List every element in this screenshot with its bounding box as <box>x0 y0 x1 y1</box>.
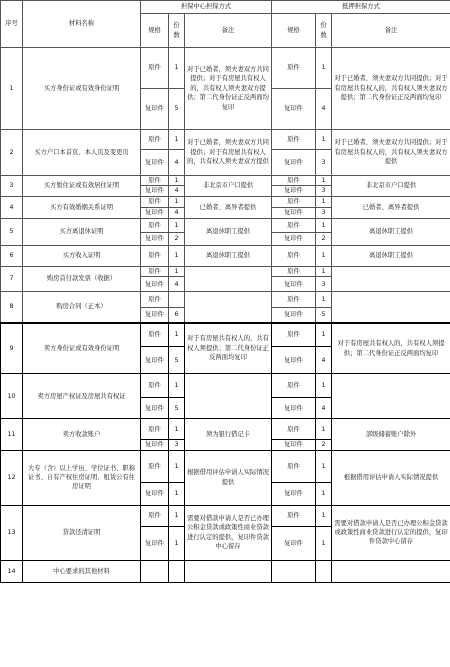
guarantee-copies: 1 <box>169 374 185 398</box>
cell-m-remark <box>332 560 450 582</box>
guarantee-spec: 复印件 <box>141 398 169 419</box>
table-row <box>1 245 450 266</box>
guarantee-spec: 原件 <box>141 196 169 207</box>
mortgage-spec: 复印件 <box>272 232 316 245</box>
mortgage-remark <box>332 292 450 323</box>
guarantee-remark: 需要对借款申请人是否已办理公积金贷款或政策性商业贷款进行认定的提供，复印件贷款中心留存 <box>185 505 272 560</box>
mortgage-spec: 复印件 <box>272 186 316 196</box>
mortgage-remark: 非北京市户口提供 <box>332 176 450 197</box>
mortgage-spec: 复印件 <box>272 277 316 292</box>
mortgage-spec: 复印件 <box>272 482 316 505</box>
header-m-remark: 备注 <box>332 14 450 48</box>
table-row <box>1 374 450 398</box>
row-no: 11 <box>1 419 23 450</box>
material-name: 卖方身份证或有效身份证明 <box>23 323 141 374</box>
guarantee-spec: 原件 <box>141 218 169 232</box>
guarantee-copies: 4 <box>169 150 185 176</box>
cell-g-copies <box>169 560 185 582</box>
guarantee-remark <box>185 266 272 291</box>
mortgage-remark: 对于有房屋共有权人的，共有权人须提供；第二代身份证正反两面均复印 <box>332 323 450 374</box>
mortgage-remark: 部级储蓄账户除外 <box>332 419 450 450</box>
guarantee-copies: 1 <box>169 176 185 186</box>
material-name: 买方户口本首页、本人页及变更页 <box>23 130 141 176</box>
guarantee-copies: 5 <box>169 89 185 130</box>
row-no: 8 <box>1 292 23 323</box>
row-no: 2 <box>1 130 23 176</box>
guarantee-copies: 1 <box>169 196 185 207</box>
guarantee-spec: 复印件 <box>141 347 169 374</box>
material-name: 购房首付款发票（收据） <box>23 266 141 291</box>
row-no: 10 <box>1 374 23 419</box>
table-row <box>1 130 450 150</box>
cell-m-spec <box>272 560 316 582</box>
mortgage-copies: 1 <box>316 323 332 347</box>
mortgage-spec: 复印件 <box>272 89 316 130</box>
guarantee-copies: 6 <box>169 308 185 323</box>
table-row <box>1 218 450 232</box>
mortgage-remark: 需要对借款申请人是否已办理公积金贷款或政策性商业贷款进行认定的提供，复印件贷款中心留存 <box>332 505 450 560</box>
mortgage-remark: 已婚者、离异者提供 <box>332 196 450 218</box>
guarantee-spec: 原件 <box>141 450 169 482</box>
mortgage-spec: 复印件 <box>272 440 316 450</box>
mortgage-copies: 2 <box>316 440 332 450</box>
guarantee-remark: 根据借用评估申请人实际情况提供 <box>185 450 272 505</box>
guarantee-copies: 4 <box>169 186 185 196</box>
guarantee-copies: 1 <box>169 245 185 266</box>
guarantee-copies: 1 <box>169 130 185 150</box>
header-material: 材料名称 <box>23 1 141 48</box>
row-no: 6 <box>1 245 23 266</box>
table-row <box>1 292 450 308</box>
guarantee-copies: 1 <box>169 482 185 505</box>
material-name: 买方离退休证明 <box>23 218 141 245</box>
mortgage-spec: 复印件 <box>272 207 316 218</box>
material-name: 卖方房屋产权证及房屋共有权证 <box>23 374 141 419</box>
row-no: 5 <box>1 218 23 245</box>
mortgage-copies: 1 <box>316 218 332 232</box>
guarantee-copies: 1 <box>169 526 185 560</box>
mortgage-remark: 对于已婚者，须夫妻双方共同提供；对于有房屋共有权人的，共有权人须夫妻双方提供 <box>332 130 450 176</box>
mortgage-copies: 4 <box>316 398 332 419</box>
mortgage-spec: 复印件 <box>272 398 316 419</box>
mortgage-copies: 1 <box>316 48 332 89</box>
guarantee-remark: 对于已婚者，须夫妻双方共同提供；对于有房屋共有权人的，共有权人须夫妻双方提供 <box>185 130 272 176</box>
guarantee-spec: 原件 <box>141 292 169 308</box>
mortgage-copies: 1 <box>316 482 332 505</box>
mortgage-spec: 原件 <box>272 292 316 308</box>
mortgage-copies: 5 <box>316 308 332 323</box>
table-row <box>1 48 450 89</box>
mortgage-copies: 3 <box>316 277 332 292</box>
guarantee-remark: 须为银行借记卡 <box>185 419 272 450</box>
mortgage-copies: 4 <box>316 89 332 130</box>
row-no: 9 <box>1 323 23 374</box>
guarantee-spec: 原件 <box>141 245 169 266</box>
guarantee-copies: 5 <box>169 347 185 374</box>
mortgage-copies: 1 <box>316 292 332 308</box>
guarantee-copies: 1 <box>169 323 185 347</box>
header-mortgage-group: 抵押担保方式 <box>272 1 450 14</box>
cell-g-remark <box>185 560 272 582</box>
material-name: 中心要求的其他材料 <box>23 560 141 582</box>
guarantee-copies: 3 <box>169 440 185 450</box>
mortgage-copies: 4 <box>316 347 332 374</box>
mortgage-copies: 2 <box>316 232 332 245</box>
guarantee-spec: 原件 <box>141 130 169 150</box>
mortgage-spec: 原件 <box>272 48 316 89</box>
header-m-copies: 份数 <box>316 14 332 48</box>
guarantee-remark: 非北京市户口提供 <box>185 176 272 197</box>
guarantee-spec: 原件 <box>141 374 169 398</box>
mortgage-spec: 原件 <box>272 196 316 207</box>
mortgage-copies: 1 <box>316 419 332 440</box>
material-name: 大专（含）以上学历、学位证书、职称证书、自有产权住房证明、租赁公有住房证明 <box>23 450 141 505</box>
guarantee-spec: 复印件 <box>141 440 169 450</box>
guarantee-spec: 复印件 <box>141 277 169 292</box>
mortgage-spec: 原件 <box>272 176 316 186</box>
mortgage-copies: 1 <box>316 245 332 266</box>
mortgage-spec: 原件 <box>272 266 316 276</box>
mortgage-spec: 原件 <box>272 323 316 347</box>
mortgage-spec: 原件 <box>272 218 316 232</box>
mortgage-copies: 3 <box>316 150 332 176</box>
material-name: 买方身份证或有效身份证明 <box>23 48 141 130</box>
mortgage-spec: 复印件 <box>272 526 316 560</box>
header-g-remark: 备注 <box>185 14 272 48</box>
table-row <box>1 176 450 186</box>
table-row <box>1 266 450 276</box>
guarantee-spec: 复印件 <box>141 186 169 196</box>
mortgage-copies: 1 <box>316 266 332 276</box>
guarantee-remark: 离退休职工提供 <box>185 218 272 245</box>
mortgage-remark <box>332 266 450 291</box>
mortgage-spec: 原件 <box>272 450 316 482</box>
guarantee-spec: 原件 <box>141 176 169 186</box>
guarantee-spec: 复印件 <box>141 526 169 560</box>
table-row <box>1 560 450 582</box>
header-m-spec: 规格 <box>272 14 316 48</box>
mortgage-spec: 原件 <box>272 505 316 526</box>
material-name: 贷款还清证明 <box>23 505 141 560</box>
mortgage-copies: 1 <box>316 176 332 186</box>
mortgage-copies: 1 <box>316 505 332 526</box>
guarantee-spec: 复印件 <box>141 308 169 323</box>
guarantee-copies: 2 <box>169 232 185 245</box>
guarantee-spec: 复印件 <box>141 89 169 130</box>
mortgage-copies: 1 <box>316 196 332 207</box>
mortgage-remark: 离退休职工提供 <box>332 218 450 245</box>
guarantee-copies: 4 <box>169 207 185 218</box>
mortgage-spec: 复印件 <box>272 347 316 374</box>
guarantee-copies: 1 <box>169 450 185 482</box>
table-row <box>1 450 450 482</box>
header-guarantee-group: 担保中心担保方式 <box>141 1 272 14</box>
material-name: 买方暂住证或有效居住证明 <box>23 176 141 197</box>
mortgage-copies: 1 <box>316 130 332 150</box>
guarantee-spec: 复印件 <box>141 207 169 218</box>
guarantee-copies: 1 <box>169 266 185 276</box>
row-no: 4 <box>1 196 23 218</box>
guarantee-remark <box>185 374 272 419</box>
guarantee-remark <box>185 292 272 323</box>
mortgage-spec: 原件 <box>272 245 316 266</box>
mortgage-copies: 3 <box>316 186 332 196</box>
mortgage-spec: 复印件 <box>272 150 316 176</box>
mortgage-spec: 原件 <box>272 419 316 440</box>
guarantee-spec: 原件 <box>141 266 169 276</box>
guarantee-copies: 1 <box>169 505 185 526</box>
guarantee-spec: 复印件 <box>141 150 169 176</box>
table-row <box>1 505 450 526</box>
table-row <box>1 323 450 347</box>
row-no: 1 <box>1 48 23 130</box>
cell-m-copies <box>316 560 332 582</box>
guarantee-spec: 原件 <box>141 505 169 526</box>
cell-g-spec <box>141 560 169 582</box>
material-name: 买方收入证明 <box>23 245 141 266</box>
mortgage-remark: 对于已婚者，须夫妻双方共同提供；对于有房屋共有权人的，共有权人须夫妻双方提供；第二代身份证正反两面均复印 <box>332 48 450 130</box>
guarantee-spec: 原件 <box>141 419 169 440</box>
guarantee-spec: 原件 <box>141 48 169 89</box>
row-no: 12 <box>1 450 23 505</box>
row-no: 13 <box>1 505 23 560</box>
guarantee-copies: 1 <box>169 419 185 440</box>
mortgage-copies: 3 <box>316 207 332 218</box>
material-name: 购房合同（正本） <box>23 292 141 323</box>
guarantee-copies: 4 <box>169 277 185 292</box>
mortgage-remark: 根据借用评估申请人实际情况提供 <box>332 450 450 505</box>
mortgage-copies: 1 <box>316 450 332 482</box>
guarantee-spec: 原件 <box>141 323 169 347</box>
guarantee-copies: 1 <box>169 48 185 89</box>
mortgage-remark: 离退休职工提供 <box>332 245 450 266</box>
header-g-spec: 规格 <box>141 14 169 48</box>
table-body <box>1 48 450 583</box>
guarantee-remark: 离退休职工提供 <box>185 245 272 266</box>
table-row <box>1 196 450 207</box>
row-no: 3 <box>1 176 23 197</box>
row-no: 14 <box>1 560 23 582</box>
guarantee-spec: 复印件 <box>141 482 169 505</box>
guarantee-remark: 对于已婚者，须夫妻双方共同提供；对于有房屋共有权人的，共有权人须夫妻双方提供；第二代身份证正反两面均复印 <box>185 48 272 130</box>
mortgage-copies: 1 <box>316 526 332 560</box>
guarantee-spec: 复印件 <box>141 232 169 245</box>
guarantee-copies <box>169 292 185 308</box>
mortgage-spec: 原件 <box>272 374 316 398</box>
guarantee-remark: 对于有房屋共有权人的，共有权人须提供；第二代身份证正反两面均复印 <box>185 323 272 374</box>
mortgage-copies: 1 <box>316 374 332 398</box>
guarantee-copies: 5 <box>169 398 185 419</box>
header-g-copies: 份数 <box>169 14 185 48</box>
mortgage-remark <box>332 374 450 419</box>
table-row <box>1 419 450 440</box>
row-no: 7 <box>1 266 23 291</box>
guarantee-copies: 1 <box>169 218 185 232</box>
table-header <box>1 1 450 48</box>
material-name: 卖方收款账户 <box>23 419 141 450</box>
guarantee-remark: 已婚者、离异者提供 <box>185 196 272 218</box>
mortgage-spec: 复印件 <box>272 308 316 323</box>
header-no: 序号 <box>1 1 23 48</box>
material-name: 买方有效婚姻关系证明 <box>23 196 141 218</box>
mortgage-spec: 原件 <box>272 130 316 150</box>
